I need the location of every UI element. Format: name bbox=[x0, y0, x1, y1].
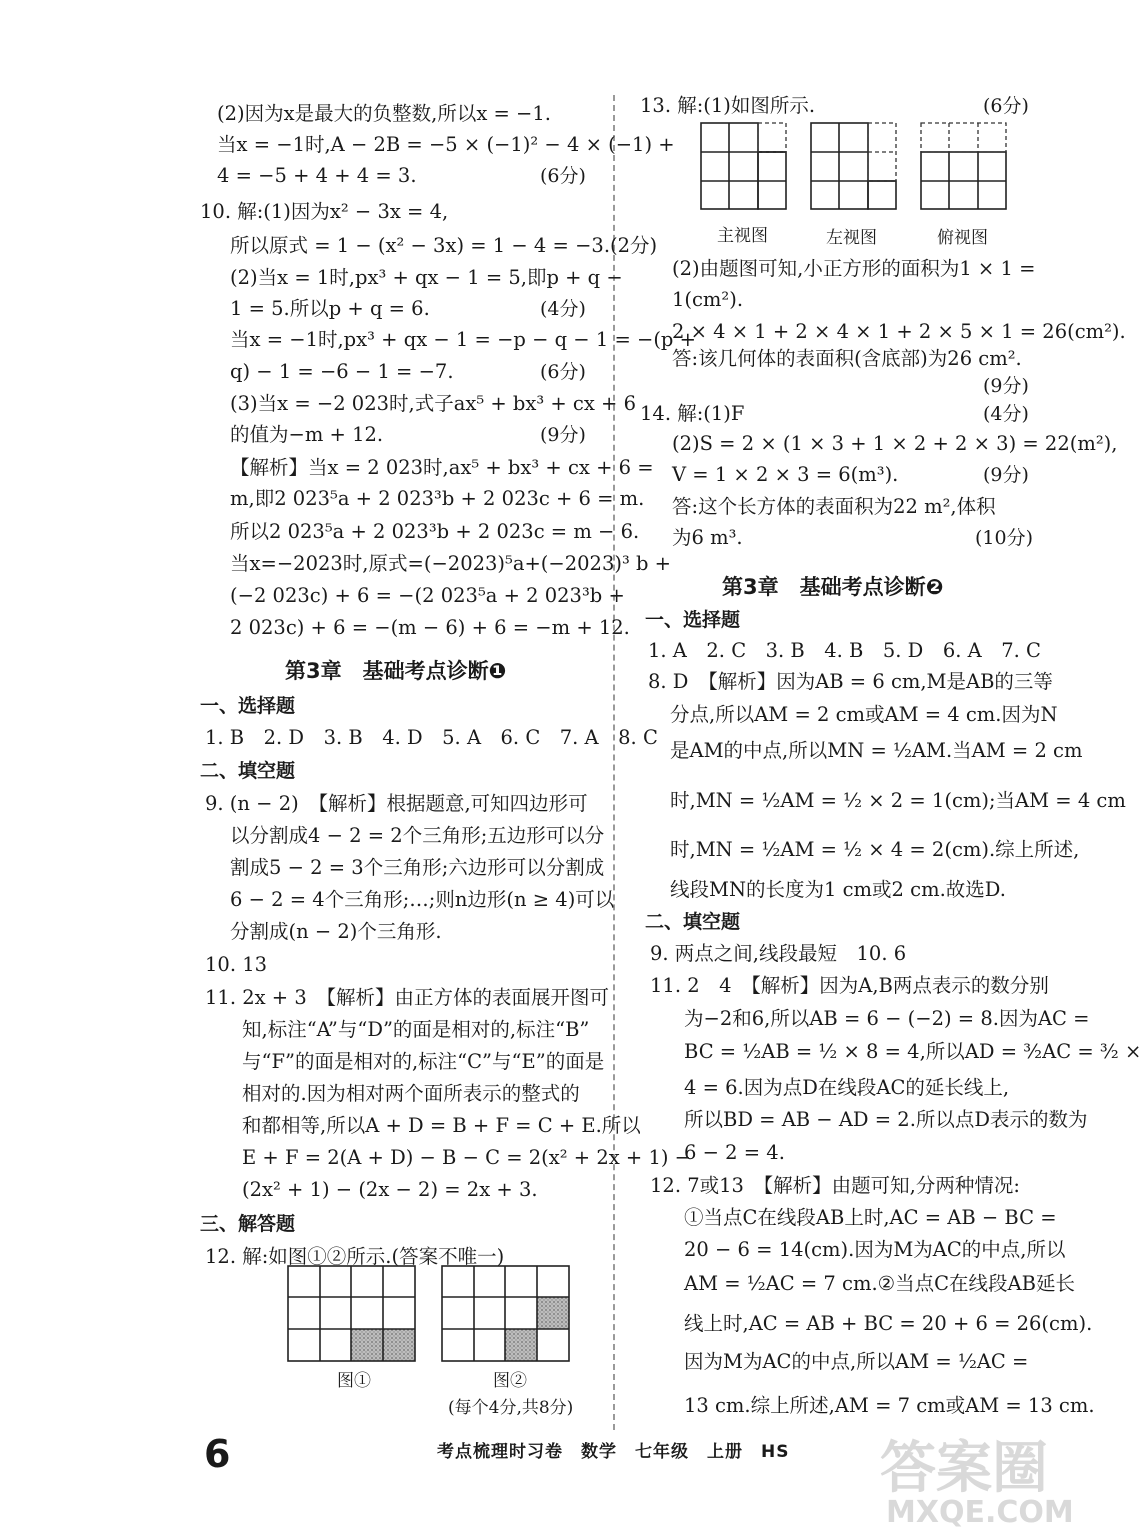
text-line: (3)当x = −2 023时,式子ax⁵ + bx³ + cx + 6 bbox=[230, 392, 636, 415]
text-line: E + F = 2(A + D) − B − C = 2(x² + 2x + 1) − bbox=[242, 1146, 692, 1169]
section-title: 三、解答题 bbox=[200, 1213, 296, 1235]
text-line: 10. 13 bbox=[205, 953, 268, 976]
text-line: 8. D 【解析】因为AB = 6 cm,M是AB的三等 bbox=[648, 670, 1053, 693]
text-line: 14. 解:(1)F bbox=[640, 402, 745, 425]
text-line: ①当点C在线段AB上时,AC = AB − BC = bbox=[684, 1206, 1057, 1229]
text-line: 6 − 2 = 4个三角形;…;则n边形(n ≥ 4)可以 bbox=[230, 888, 615, 911]
score-label: (10分) bbox=[975, 527, 1034, 549]
figure-1-caption: 图① bbox=[337, 1371, 371, 1391]
text-line: (2)S = 2 × (1 × 3 + 1 × 2 + 2 × 3) = 22(m²), bbox=[672, 432, 1118, 455]
text-line: 13. 解:(1)如图所示. bbox=[640, 94, 816, 117]
score-label: (6分) bbox=[983, 95, 1029, 117]
score-label: (6分) bbox=[540, 361, 586, 383]
text-line: 以分割成4 − 2 = 2个三角形;五边形可以分 bbox=[230, 824, 605, 847]
text-line: 12. 解:如图①②所示.(答案不唯一) bbox=[205, 1245, 505, 1268]
text-line: (−2 023c) + 6 = −(2 023⁵a + 2 023³b + bbox=[230, 584, 625, 607]
text-line: 11. 2 4 【解析】因为A,B两点表示的数分别 bbox=[650, 974, 1049, 997]
section-heading: 第3章 基础考点诊断❷ bbox=[722, 575, 944, 599]
score-label: (9分) bbox=[983, 375, 1029, 397]
score-label: (4分) bbox=[540, 298, 586, 320]
score-label: (9分) bbox=[983, 464, 1029, 486]
watermark-line-1: 答案圈 bbox=[880, 1436, 1048, 1501]
front-view-caption: 主视图 bbox=[717, 226, 768, 246]
text-line: 12. 7或13 【解析】由题可知,分两种情况: bbox=[650, 1174, 1020, 1197]
text-line: 为−2和6,所以AB = 6 − (−2) = 8.因为AC = bbox=[684, 1007, 1090, 1030]
text-line: 答:该几何体的表面积(含底部)为26 cm². bbox=[672, 347, 1022, 370]
text-line: 1. A 2. C 3. B 4. B 5. D 6. A 7. C bbox=[648, 639, 1041, 662]
text-line: 线段MN的长度为1 cm或2 cm.故选D. bbox=[670, 878, 1006, 901]
text-line: AM = ½AC = 7 cm.②当点C在线段AB延长 bbox=[684, 1272, 1075, 1295]
text-line: 割成5 − 2 = 3个三角形;六边形可以分割成 bbox=[230, 856, 605, 879]
text-line: 【解析】当x = 2 023时,ax⁵ + bx³ + cx + 6 = bbox=[230, 456, 654, 479]
section-heading: 第3章 基础考点诊断❶ bbox=[285, 659, 507, 683]
text-line: 当x = −1时,A − 2B = −5 × (−1)² − 4 × (−1) + bbox=[217, 133, 675, 156]
text-line: 是AM的中点,所以MN = ½AM.当AM = 2 cm bbox=[670, 739, 1083, 762]
text-line: 10. 解:(1)因为x² − 3x = 4, bbox=[200, 200, 449, 223]
text-line: (2)由题图可知,小正方形的面积为1 × 1 = bbox=[672, 257, 1036, 280]
text-line: 20 − 6 = 14(cm).因为M为AC的中点,所以 bbox=[684, 1238, 1066, 1261]
text-line: 4 = 6.因为点D在线段AC的延长线上, bbox=[684, 1076, 1010, 1099]
text-line: (2)因为x是最大的负整数,所以x = −1. bbox=[217, 102, 551, 125]
text-line: 所以原式 = 1 − (x² − 3x) = 1 − 4 = −3.(2分) bbox=[230, 234, 658, 257]
figure-2-caption: 图② bbox=[493, 1371, 527, 1391]
figure-score-label: (每个4分,共8分) bbox=[448, 1398, 574, 1418]
text-line: V = 1 × 2 × 3 = 6(m³). bbox=[672, 463, 899, 486]
text-line: 11. 2x + 3 【解析】由正方体的表面展开图可 bbox=[205, 986, 610, 1009]
text-line: 时,MN = ½AM = ½ × 4 = 2(cm).综上所述, bbox=[670, 838, 1080, 861]
text-line: BC = ½AB = ½ × 8 = 4,所以AD = ³⁄₂AC = ³⁄₂ × bbox=[684, 1040, 1141, 1063]
text-line: 1. B 2. D 3. B 4. D 5. A 6. C 7. A 8. C bbox=[205, 726, 658, 749]
score-label: (4分) bbox=[983, 403, 1029, 425]
text-line: 答:这个长方体的表面积为22 m²,体积 bbox=[672, 495, 996, 518]
column-divider bbox=[613, 95, 615, 1430]
text-line: (2x² + 1) − (2x − 2) = 2x + 3. bbox=[242, 1178, 538, 1201]
text-line: 与“F”的面是相对的,标注“C”与“E”的面是 bbox=[242, 1050, 605, 1073]
section-title: 二、填空题 bbox=[645, 911, 741, 933]
text-line: 分割成(n − 2)个三角形. bbox=[230, 920, 442, 943]
text-line: 因为M为AC的中点,所以AM = ½AC = bbox=[684, 1350, 1029, 1373]
figure-1-grid bbox=[287, 1265, 417, 1363]
text-line: 知,标注“A”与“D”的面是相对的,标注“B” bbox=[242, 1018, 590, 1041]
text-line: 1(cm²). bbox=[672, 288, 744, 311]
text-line: 所以BD = AB − AD = 2.所以点D表示的数为 bbox=[684, 1108, 1088, 1131]
score-label: (6分) bbox=[540, 165, 586, 187]
text-line: 相对的.因为相对两个面所表示的整式的 bbox=[242, 1082, 580, 1105]
text-line: 6 − 2 = 4. bbox=[684, 1141, 785, 1164]
figure-2-grid bbox=[441, 1265, 571, 1363]
watermark-line-2: MXQE.COM bbox=[886, 1495, 1074, 1530]
text-line: (2)当x = 1时,px³ + qx − 1 = 5,即p + q − bbox=[230, 266, 623, 289]
footer-text: 考点梳理时习卷 数学 七年级 上册 HS bbox=[437, 1442, 790, 1462]
text-line: 和都相等,所以A + D = B + F = C + E.所以 bbox=[242, 1114, 641, 1137]
text-line: 9. 两点之间,线段最短 10. 6 bbox=[650, 942, 907, 965]
score-label: (9分) bbox=[540, 424, 586, 446]
text-line: 为6 m³. bbox=[672, 526, 743, 549]
text-line: 所以2 023⁵a + 2 023³b + 2 023c = m − 6. bbox=[230, 520, 640, 543]
text-line: q) − 1 = −6 − 1 = −7. bbox=[230, 360, 454, 383]
text-line: m,即2 023⁵a + 2 023³b + 2 023c + 6 = m. bbox=[230, 487, 645, 510]
text-line: 的值为−m + 12. bbox=[230, 423, 384, 446]
text-line: 2 023c) + 6 = −(m − 6) + 6 = −m + 12. bbox=[230, 616, 630, 639]
section-title: 一、选择题 bbox=[645, 609, 741, 631]
text-line: 1 = 5.所以p + q = 6. bbox=[230, 297, 430, 320]
top-view-grid bbox=[920, 122, 1010, 212]
top-view-caption: 俯视图 bbox=[937, 228, 988, 248]
text-line: 9. (n − 2) 【解析】根据题意,可知四边形可 bbox=[205, 792, 588, 815]
watermark-logo bbox=[880, 1436, 1074, 1530]
front-view-grid bbox=[700, 122, 790, 212]
text-line: 分点,所以AM = 2 cm或AM = 4 cm.因为N bbox=[670, 703, 1058, 726]
page-number: 6 bbox=[204, 1432, 231, 1476]
text-line: 当x = −1时,px³ + qx − 1 = −p − q − 1 = −(p + bbox=[230, 328, 696, 351]
text-line: 线上时,AC = AB + BC = 20 + 6 = 26(cm). bbox=[684, 1312, 1093, 1335]
left-view-caption: 左视图 bbox=[826, 228, 877, 248]
text-line: 2 × 4 × 1 + 2 × 4 × 1 + 2 × 5 × 1 = 26(cm²). bbox=[672, 320, 1126, 343]
left-view-grid bbox=[810, 122, 900, 212]
text-line: 4 = −5 + 4 + 4 = 3. bbox=[217, 164, 417, 187]
section-title: 二、填空题 bbox=[200, 760, 296, 782]
text-line: 当x=−2023时,原式=(−2023)⁵a+(−2023)³ b + bbox=[230, 552, 672, 575]
section-title: 一、选择题 bbox=[200, 695, 296, 717]
text-line: 时,MN = ½AM = ½ × 2 = 1(cm);当AM = 4 cm bbox=[670, 789, 1126, 812]
text-line: 13 cm.综上所述,AM = 7 cm或AM = 13 cm. bbox=[684, 1394, 1095, 1417]
